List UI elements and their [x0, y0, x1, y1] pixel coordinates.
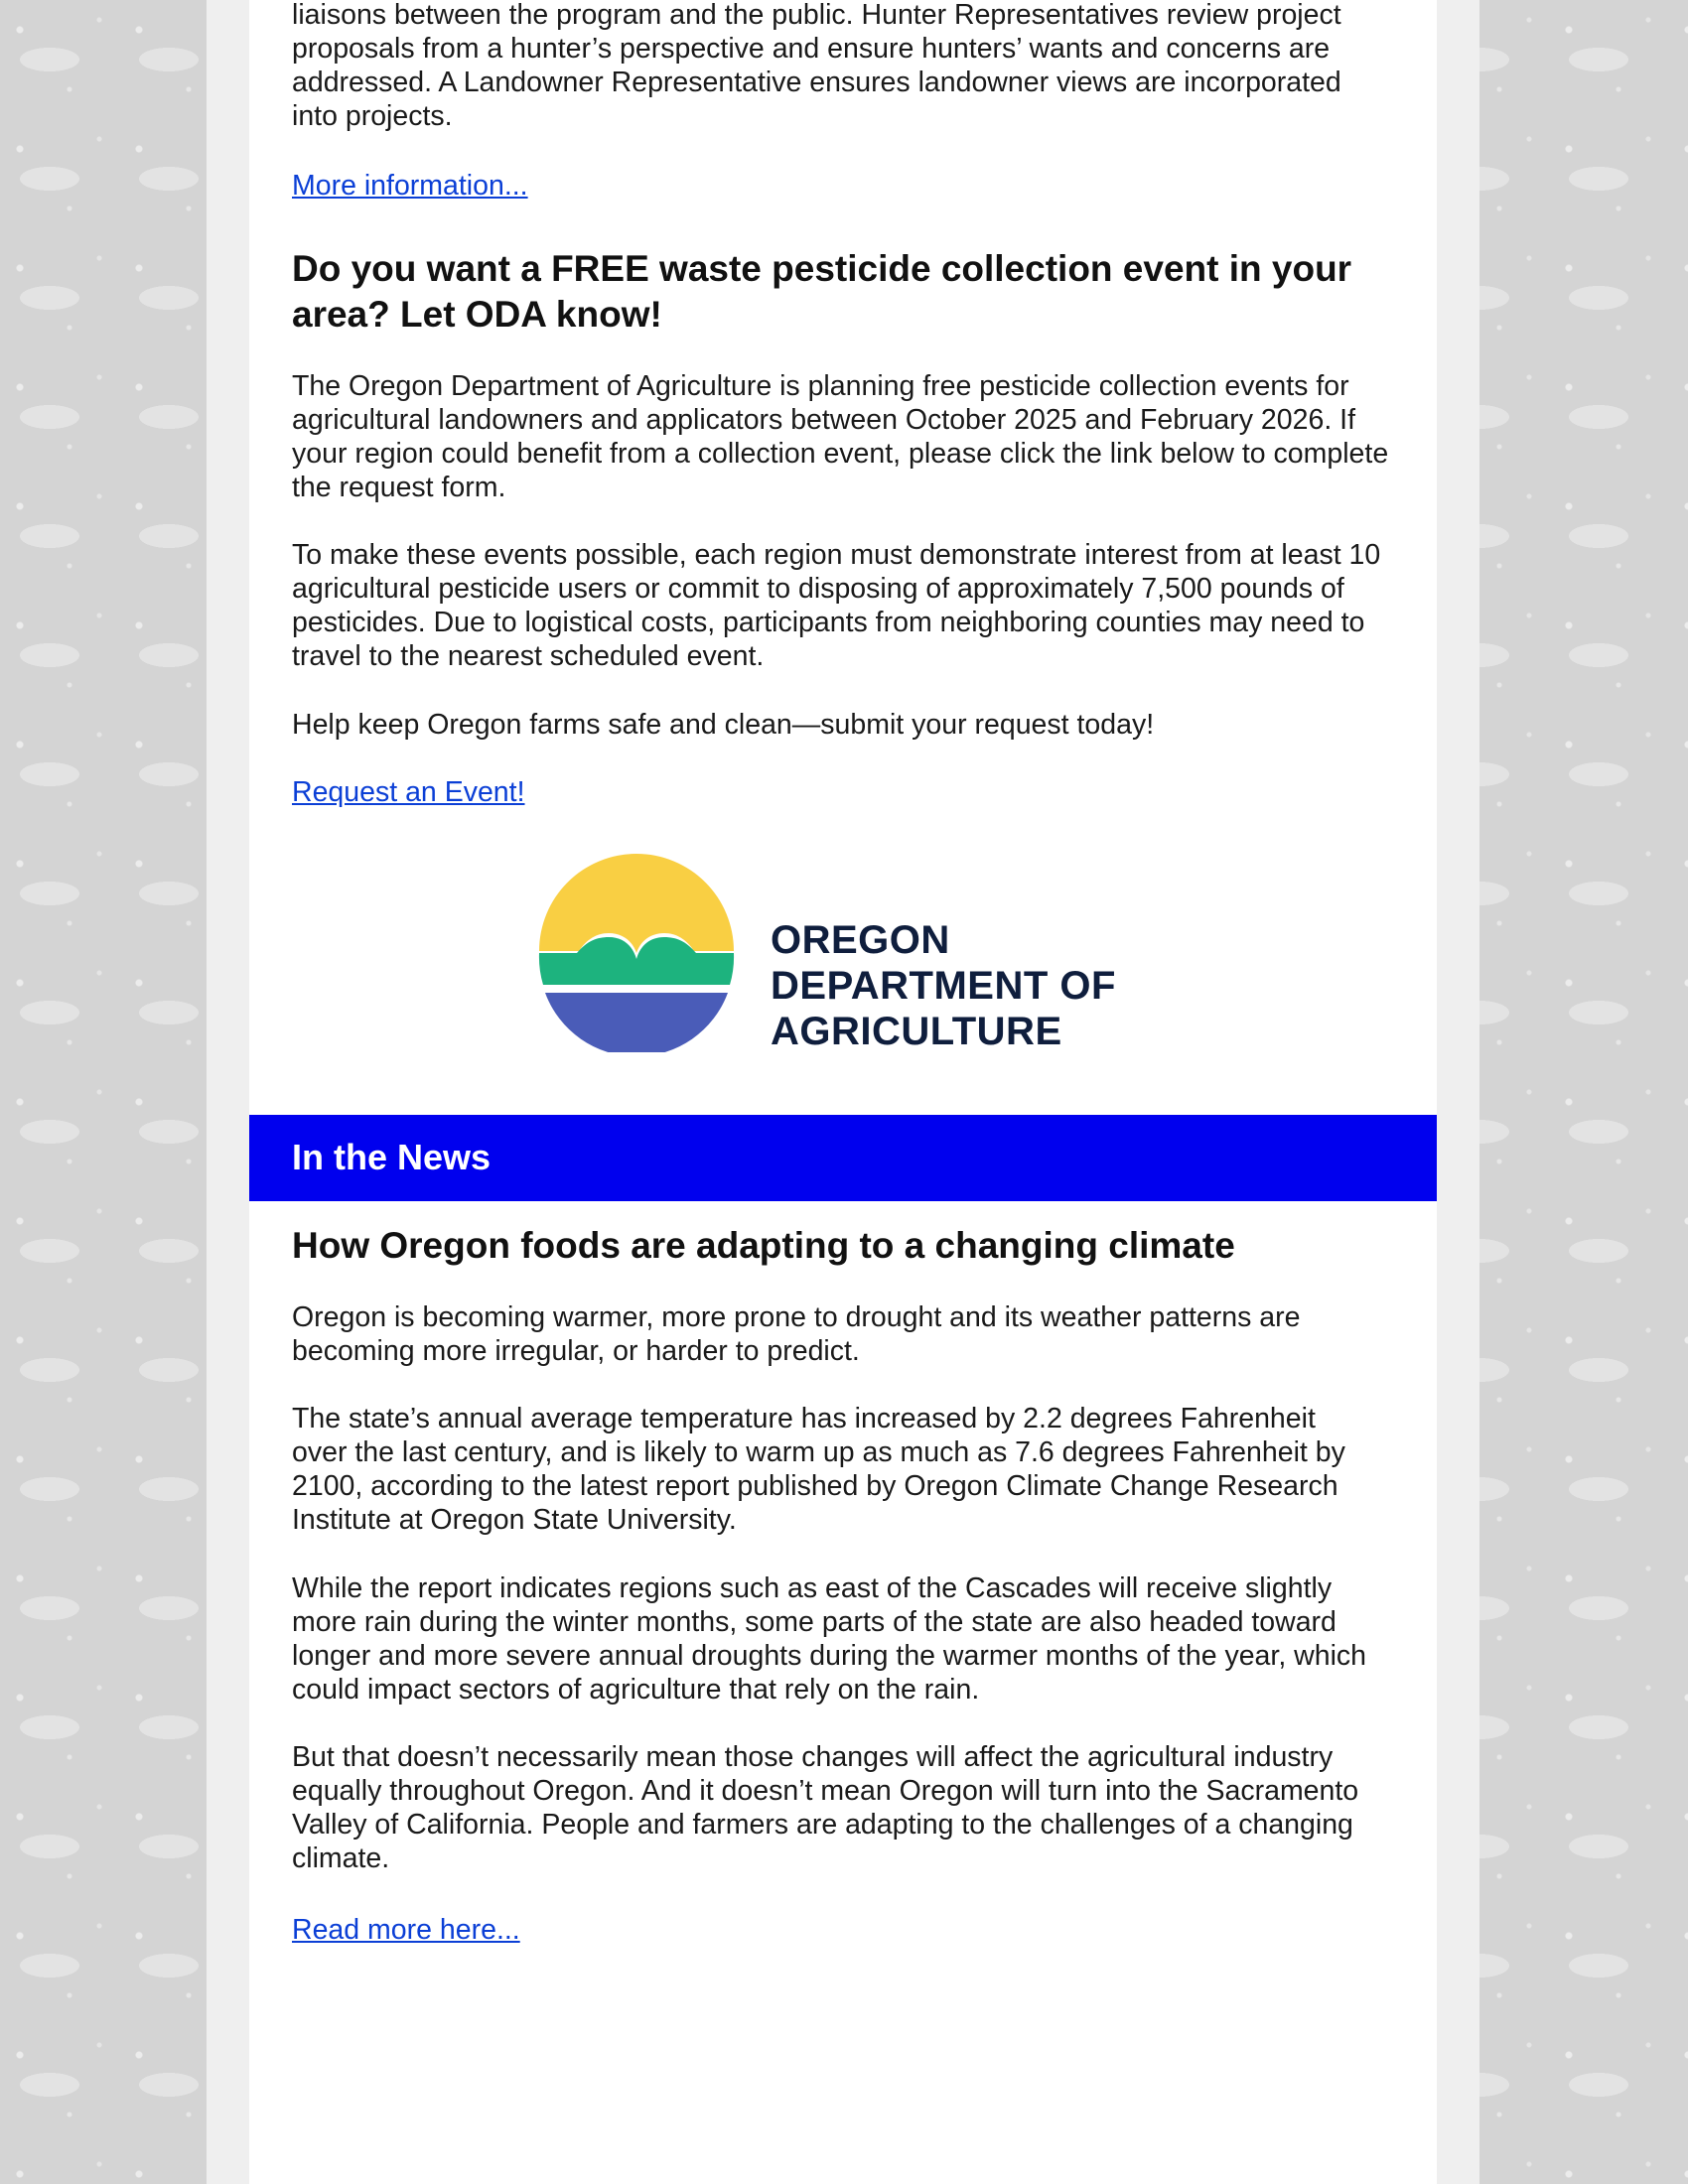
- pesticide-body: [292, 369, 1396, 504]
- request-event-link[interactable]: Request an Event!: [292, 776, 525, 808]
- news-paragraph-4: But that doesn’t necessarily mean those changes will affect the agricultural industry equally throughout Oregon. And it doesn’t mean Oregon will turn into the Sacramento Valley of California. People and farmers are adapting to the challenges of a changing climate.: [292, 1741, 1359, 1874]
- read-more-link[interactable]: Read more here...: [292, 1914, 520, 1946]
- oda-logo-text: [771, 917, 1116, 1054]
- pesticide-section: [292, 246, 1396, 338]
- pesticide-paragraph-3: Help keep Oregon farms safe and clean—submit your request today!: [292, 709, 1155, 741]
- intro-section: [292, 0, 1396, 133]
- pesticide-headline: Do you want a FREE waste pesticide collection event in your area? Let ODA know!: [292, 248, 1352, 335]
- logo-line-oregon: OREGON: [771, 918, 950, 962]
- intro-link-wrap: [292, 169, 1396, 203]
- intro-paragraph: liaisons between the program and the public. Hunter Representatives review project proposals from a hunter’s perspective and ensure hunters’ wants and concerns are addressed. A Landowner Representative ensures landowner views are incorporated into projects.: [292, 0, 1341, 132]
- pesticide-link-wrap: [292, 775, 1396, 809]
- news-article: [292, 1223, 1396, 1269]
- pesticide-body-3: [292, 708, 1396, 742]
- news-body-1: [292, 1300, 1396, 1368]
- news-paragraph-3: While the report indicates regions such as east of the Cascades will receive slightly more rain during the winter months, some parts of the state are also headed toward longer and more severe annual droughts during the warmer months of the year, which could impact sectors of agriculture that rely on the rain.: [292, 1572, 1367, 1706]
- news-body-4: [292, 1740, 1396, 1875]
- news-body-2: [292, 1402, 1396, 1537]
- news-paragraph-2: The state’s annual average temperature has increased by 2.2 degrees Fahrenheit over the last century, and is likely to warm up as much as 7.6 degrees Fahrenheit by 2100, according to the latest report published by Oregon Climate Change Research Institute at Oregon State University.: [292, 1403, 1345, 1536]
- pesticide-body-2: [292, 538, 1396, 673]
- pesticide-paragraph-1: The Oregon Department of Agriculture is planning free pesticide collection events for agricultural landowners and applicators between October 2025 and February 2026. If your region could benefit from a collection event, please click the link below to complete the request form.: [292, 370, 1389, 503]
- news-paragraph-1: Oregon is becoming warmer, more prone to drought and its weather patterns are becoming more irregular, or harder to predict.: [292, 1301, 1301, 1367]
- news-link-wrap: [292, 1913, 1396, 1947]
- more-information-link[interactable]: More information...: [292, 170, 528, 202]
- newsletter-card: [249, 0, 1437, 2184]
- news-headline: How Oregon foods are adapting to a changing climate: [292, 1225, 1235, 1266]
- logo-line-agriculture: AGRICULTURE: [771, 1010, 1062, 1053]
- pesticide-paragraph-2: To make these events possible, each region must demonstrate interest from at least 10 agricultural pesticide users or commit to disposing of approximately 7,500 pounds of pesticides. Due to logistical costs, participants from neighboring counties may need to travel to the nearest scheduled event.: [292, 539, 1381, 672]
- in-the-news-bar: [249, 1115, 1437, 1201]
- news-body-3: [292, 1571, 1396, 1706]
- news-section-title: In the News: [292, 1137, 492, 1177]
- oda-logo-mark: [537, 854, 736, 1052]
- oda-logo: [537, 854, 1173, 1052]
- logo-line-department: DEPARTMENT OF: [771, 964, 1116, 1008]
